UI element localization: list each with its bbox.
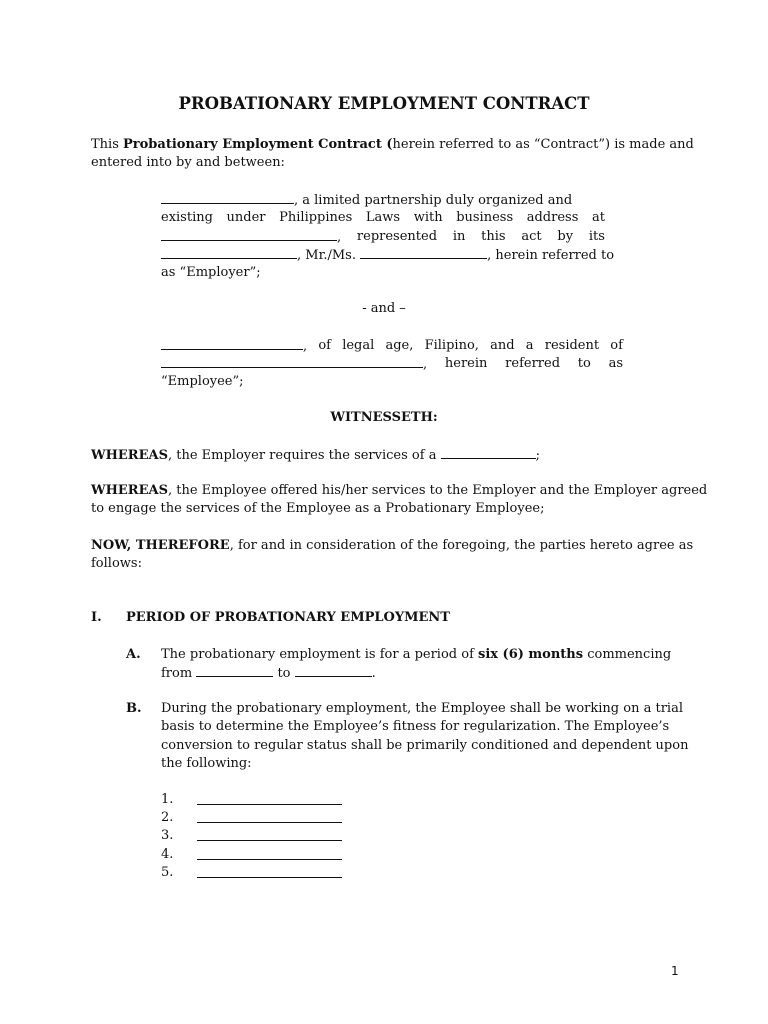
whereas-clause-1: WHEREAS, the Employer requires the services of a ; (91, 448, 540, 463)
employee-line-3: “Employee”; (161, 374, 244, 389)
contract-name: Probationary Employment Contract ( (123, 137, 393, 152)
condition-blank-4[interactable] (197, 847, 342, 860)
employer-line-5: as “Employer”; (161, 265, 261, 280)
word: in (452, 229, 466, 244)
word: , (161, 337, 307, 356)
representative-blank[interactable] (161, 246, 297, 259)
section-1-number: I. (91, 610, 102, 625)
employer-line-3 (161, 228, 605, 247)
word: represented (356, 229, 438, 244)
employee-line-2 (161, 355, 623, 374)
intro-line-1: This Probationary Employment Contract (herein referred to as “Contract”) is made and (91, 137, 694, 152)
condition-blank-2[interactable] (197, 810, 342, 823)
word: business (456, 210, 514, 225)
and-separator: - and – (362, 301, 406, 316)
item-b-line-3: conversion to regular status shall be primarily conditioned and dependent upon (161, 738, 689, 753)
contract-title: PROBATIONARY EMPLOYMENT CONTRACT (178, 94, 590, 113)
word: referred (505, 356, 561, 371)
word: its (588, 229, 605, 244)
word: herein (444, 356, 488, 371)
item-b-line-4: the following: (161, 756, 252, 771)
whereas-clause-2-line-1: WHEREAS, the Employee offered his/her services to the Employer and the Employer agreed (91, 483, 708, 498)
representative-name-blank[interactable] (360, 246, 487, 259)
word: to (577, 356, 591, 371)
word: address (526, 210, 579, 225)
condition-number-1: 1. (161, 792, 174, 807)
employer-name-blank[interactable] (161, 191, 294, 204)
word: resident (544, 338, 600, 353)
word: Laws (365, 210, 401, 225)
probation-duration: six (6) months (478, 647, 584, 662)
word: as (608, 356, 623, 371)
employer-line-4: , Mr./Ms. , herein referred to (161, 246, 614, 265)
condition-number-4: 4. (161, 847, 174, 862)
employer-line-2 (161, 209, 605, 227)
item-b-line-2: basis to determine the Employee’s fitness for regularization. The Employee’s (161, 719, 670, 734)
page-number: 1 (671, 964, 679, 978)
start-date-blank[interactable] (196, 664, 273, 677)
item-b-line-1: During the probationary employment, the Employee shall be working on a trial (161, 701, 683, 716)
word: at (592, 210, 605, 225)
word: legal (342, 338, 375, 353)
now-therefore-line-1: NOW, THEREFORE, for and in consideration of the foregoing, the parties hereto agree as (91, 538, 694, 553)
item-a-line-1: The probationary employment is for a period of six (6) months commencing (161, 647, 672, 662)
witnesseth-heading: WITNESSETH: (330, 410, 438, 425)
condition-number-3: 3. (161, 828, 174, 843)
employee-line-1 (161, 337, 623, 356)
word: age, (385, 338, 414, 353)
word: existing (161, 210, 213, 225)
section-1-heading: PERIOD OF PROBATIONARY EMPLOYMENT (126, 610, 450, 625)
item-a-line-2: from to . (161, 666, 376, 681)
service-type-blank[interactable] (441, 446, 536, 459)
item-b-label: B. (126, 701, 142, 716)
employee-name-blank[interactable] (161, 337, 303, 350)
word: with (413, 210, 443, 225)
word: , (161, 355, 427, 374)
employer-line-1: , a limited partnership duly organized and (161, 191, 572, 210)
intro-line-2: entered into by and between: (91, 155, 285, 170)
word: by (557, 229, 574, 244)
word: , (161, 228, 341, 247)
whereas-clause-2-line-2: to engage the services of the Employee as a Probationary Employee; (91, 501, 545, 516)
word: of (318, 338, 331, 353)
item-a-label: A. (126, 647, 141, 662)
condition-blank-3[interactable] (197, 828, 342, 841)
word: and (490, 338, 515, 353)
condition-number-5: 5. (161, 865, 174, 880)
condition-blank-5[interactable] (197, 865, 342, 878)
employee-residence-blank[interactable] (161, 355, 423, 368)
condition-blank-1[interactable] (197, 792, 342, 805)
word: this (481, 229, 506, 244)
now-therefore-line-2: follows: (91, 556, 142, 571)
condition-number-2: 2. (161, 810, 174, 825)
word: under (226, 210, 266, 225)
word: of (610, 338, 623, 353)
word: act (521, 229, 542, 244)
word: a (525, 338, 534, 353)
word: Filipino, (424, 338, 479, 353)
word: Philippines (279, 210, 353, 225)
end-date-blank[interactable] (295, 664, 372, 677)
business-address-blank[interactable] (161, 228, 337, 241)
